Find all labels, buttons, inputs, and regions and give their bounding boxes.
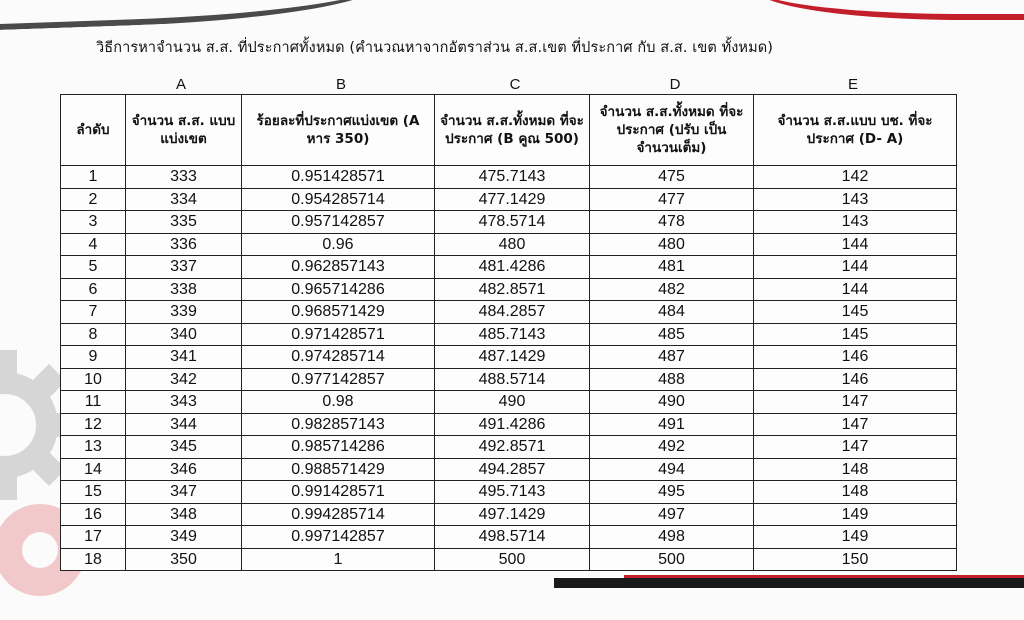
table-row [61, 413, 957, 436]
cell-total-mps: 497.1429 [435, 503, 590, 526]
cell-row-order: 1 [61, 166, 126, 189]
cell-constituency-mps: 336 [126, 233, 242, 256]
cell-total-mps-rounded: 491 [590, 413, 754, 436]
column-letter-a: A [175, 76, 187, 93]
cell-total-mps: 492.8571 [435, 436, 590, 459]
cell-party-list-mps: 147 [754, 391, 957, 414]
cell-total-mps: 490 [435, 391, 590, 414]
table-row [61, 256, 957, 279]
cell-constituency-mps: 333 [126, 166, 242, 189]
cell-total-mps-rounded: 498 [590, 526, 754, 549]
cell-constituency-mps: 349 [126, 526, 242, 549]
cell-row-order: 14 [61, 458, 126, 481]
cell-total-mps: 485.7143 [435, 323, 590, 346]
table-row [61, 346, 957, 369]
cell-total-mps: 500 [435, 548, 590, 571]
cell-percent-announced: 0.997142857 [242, 526, 435, 549]
cell-total-mps-rounded: 478 [590, 211, 754, 234]
cell-percent-announced: 0.957142857 [242, 211, 435, 234]
header-percent-announced: ร้อยละที่ประกาศแบ่งเขต (A หาร 350) [242, 95, 435, 166]
cell-party-list-mps: 149 [754, 526, 957, 549]
cell-party-list-mps: 144 [754, 256, 957, 279]
cell-row-order: 15 [61, 481, 126, 504]
cell-row-order: 8 [61, 323, 126, 346]
cell-total-mps-rounded: 480 [590, 233, 754, 256]
cell-total-mps-rounded: 475 [590, 166, 754, 189]
cell-total-mps: 498.5714 [435, 526, 590, 549]
header-constituency-mps: จำนวน ส.ส. แบบแบ่งเขต [126, 95, 242, 166]
cell-party-list-mps: 144 [754, 278, 957, 301]
cell-row-order: 9 [61, 346, 126, 369]
cell-total-mps: 495.7143 [435, 481, 590, 504]
cell-party-list-mps: 146 [754, 346, 957, 369]
cell-percent-announced: 0.951428571 [242, 166, 435, 189]
cell-total-mps-rounded: 492 [590, 436, 754, 459]
table-row [61, 503, 957, 526]
cell-constituency-mps: 338 [126, 278, 242, 301]
page-title: วิธีการหาจำนวน ส.ส. ที่ประกาศทั้งหมด (คำนวณหาจากอัตราส่วน ส.ส.เขต ที่ประกาศ กับ ส.ส. เขต ทั้งหมด) [96, 40, 774, 56]
cell-party-list-mps: 142 [754, 166, 957, 189]
header-party-list-mps: จำนวน ส.ส.แบบ บช. ที่จะประกาศ (D- A) [754, 95, 957, 166]
cell-total-mps-rounded: 488 [590, 368, 754, 391]
cell-party-list-mps: 149 [754, 503, 957, 526]
cell-constituency-mps: 343 [126, 391, 242, 414]
cell-row-order: 4 [61, 233, 126, 256]
table-row [61, 368, 957, 391]
cell-total-mps: 487.1429 [435, 346, 590, 369]
cell-row-order: 11 [61, 391, 126, 414]
cell-percent-announced: 1 [242, 548, 435, 571]
header-total-mps: จำนวน ส.ส.ทั้งหมด ที่จะประกาศ (B คูณ 500) [435, 95, 590, 166]
table-row [61, 323, 957, 346]
cell-percent-announced: 0.971428571 [242, 323, 435, 346]
table-row [61, 211, 957, 234]
table-body [61, 166, 957, 571]
table-row [61, 301, 957, 324]
cell-percent-announced: 0.98 [242, 391, 435, 414]
cell-row-order: 17 [61, 526, 126, 549]
cell-total-mps-rounded: 482 [590, 278, 754, 301]
cell-percent-announced: 0.974285714 [242, 346, 435, 369]
cell-row-order: 6 [61, 278, 126, 301]
header-total-mps-rounded: จำนวน ส.ส.ทั้งหมด ที่จะประกาศ (ปรับ เป็นจำนวนเต็ม) [590, 95, 754, 166]
cell-constituency-mps: 334 [126, 188, 242, 211]
table-row [61, 436, 957, 459]
cell-total-mps-rounded: 481 [590, 256, 754, 279]
cell-percent-announced: 0.968571429 [242, 301, 435, 324]
cell-percent-announced: 0.965714286 [242, 278, 435, 301]
cell-total-mps-rounded: 497 [590, 503, 754, 526]
cell-row-order: 7 [61, 301, 126, 324]
decorative-bar-bottom [554, 578, 1024, 588]
cell-percent-announced: 0.985714286 [242, 436, 435, 459]
cell-total-mps: 478.5714 [435, 211, 590, 234]
cell-row-order: 10 [61, 368, 126, 391]
cell-party-list-mps: 148 [754, 458, 957, 481]
cell-row-order: 12 [61, 413, 126, 436]
cell-party-list-mps: 146 [754, 368, 957, 391]
cell-total-mps: 475.7143 [435, 166, 590, 189]
cell-party-list-mps: 143 [754, 211, 957, 234]
cell-row-order: 13 [61, 436, 126, 459]
cell-constituency-mps: 348 [126, 503, 242, 526]
cell-total-mps-rounded: 490 [590, 391, 754, 414]
cell-party-list-mps: 145 [754, 323, 957, 346]
header-order: ลำดับ [61, 95, 126, 166]
cell-party-list-mps: 147 [754, 413, 957, 436]
column-letter-e: E [847, 76, 859, 93]
cell-constituency-mps: 344 [126, 413, 242, 436]
column-letter-d: D [669, 76, 681, 93]
cell-row-order: 3 [61, 211, 126, 234]
cell-total-mps: 491.4286 [435, 413, 590, 436]
column-letters [0, 76, 1024, 94]
cell-constituency-mps: 339 [126, 301, 242, 324]
table-row [61, 526, 957, 549]
cell-row-order: 16 [61, 503, 126, 526]
cell-total-mps-rounded: 495 [590, 481, 754, 504]
cell-percent-announced: 0.96 [242, 233, 435, 256]
cell-percent-announced: 0.994285714 [242, 503, 435, 526]
cell-total-mps: 488.5714 [435, 368, 590, 391]
cell-total-mps: 480 [435, 233, 590, 256]
table-row [61, 481, 957, 504]
cell-percent-announced: 0.991428571 [242, 481, 435, 504]
cell-total-mps-rounded: 487 [590, 346, 754, 369]
cell-total-mps-rounded: 477 [590, 188, 754, 211]
cell-party-list-mps: 148 [754, 481, 957, 504]
cell-party-list-mps: 147 [754, 436, 957, 459]
table-row [61, 166, 957, 189]
cell-party-list-mps: 150 [754, 548, 957, 571]
cell-total-mps: 477.1429 [435, 188, 590, 211]
cell-constituency-mps: 350 [126, 548, 242, 571]
cell-total-mps-rounded: 484 [590, 301, 754, 324]
cell-party-list-mps: 143 [754, 188, 957, 211]
cell-constituency-mps: 341 [126, 346, 242, 369]
cell-constituency-mps: 345 [126, 436, 242, 459]
seat-calculation-table [60, 94, 957, 571]
table-row [61, 278, 957, 301]
table-row [61, 188, 957, 211]
table-row [61, 391, 957, 414]
column-letter-b: B [335, 76, 347, 93]
decorative-swoosh-top-left [0, 0, 381, 31]
cell-constituency-mps: 347 [126, 481, 242, 504]
table-row [61, 233, 957, 256]
column-letter-c: C [509, 76, 521, 93]
table-row [61, 548, 957, 571]
cell-total-mps-rounded: 494 [590, 458, 754, 481]
decorative-swoosh-top-right [754, 0, 1024, 20]
cell-total-mps-rounded: 485 [590, 323, 754, 346]
cell-percent-announced: 0.954285714 [242, 188, 435, 211]
cell-constituency-mps: 346 [126, 458, 242, 481]
cell-row-order: 2 [61, 188, 126, 211]
cell-row-order: 18 [61, 548, 126, 571]
cell-percent-announced: 0.982857143 [242, 413, 435, 436]
cell-percent-announced: 0.962857143 [242, 256, 435, 279]
cell-constituency-mps: 337 [126, 256, 242, 279]
cell-percent-announced: 0.988571429 [242, 458, 435, 481]
cell-total-mps: 484.2857 [435, 301, 590, 324]
cell-constituency-mps: 340 [126, 323, 242, 346]
cell-total-mps: 481.4286 [435, 256, 590, 279]
cell-percent-announced: 0.977142857 [242, 368, 435, 391]
cell-constituency-mps: 335 [126, 211, 242, 234]
cell-total-mps: 482.8571 [435, 278, 590, 301]
cell-total-mps-rounded: 500 [590, 548, 754, 571]
cell-party-list-mps: 144 [754, 233, 957, 256]
table-row [61, 458, 957, 481]
cell-row-order: 5 [61, 256, 126, 279]
table-header-row [61, 95, 957, 166]
cell-party-list-mps: 145 [754, 301, 957, 324]
cell-total-mps: 494.2857 [435, 458, 590, 481]
cell-constituency-mps: 342 [126, 368, 242, 391]
